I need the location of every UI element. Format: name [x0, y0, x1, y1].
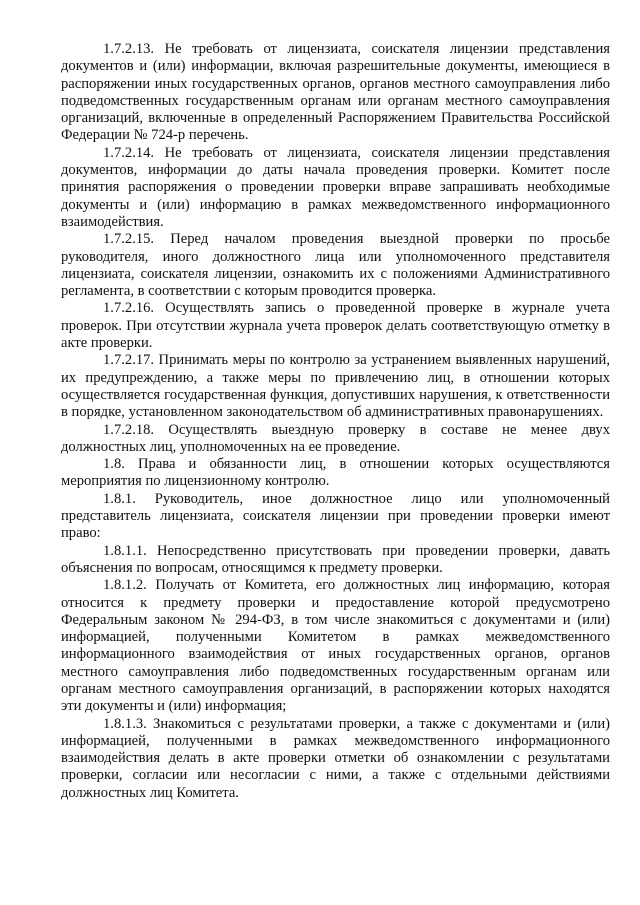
paragraph-1-7-2-17: 1.7.2.17. Принимать меры по контролю за устранением выявленных нарушений, их предупреждению, а также меры по привлечению лиц, в отношении которых осуществляется государственная функция, допустивших нарушения, к ответственности в порядке, установленном законодательством об административных правонарушениях. [61, 352, 610, 421]
paragraph-1-8-1-2: 1.8.1.2. Получать от Комитета, его должностных лиц информацию, которая относится к предмету проверки и предоставление которой предусмотрено Федеральным законом № 294-ФЗ, в том числе знакомиться с документами и (или) информацией, полученными Комитетом в рамках межведомственного информационного взаимодействия от иных государственных органов, органов местного самоуправления либо подведомственных государственным органам или органам местного самоуправления организаций, в распоряжении которых находятся эти документы и (или) информация; [61, 577, 610, 715]
paragraph-1-7-2-15: 1.7.2.15. Перед началом проведения выездной проверки по просьбе руководителя, иного должностного лица или уполномоченного представителя лицензиата, соискателя лицензии, ознакомить их с положениями Административного регламента, в соответствии с которым проводится проверка. [61, 231, 610, 300]
paragraph-1-7-2-18: 1.7.2.18. Осуществлять выездную проверку в составе не менее двух должностных лиц, уполномоченных на ее проведение. [61, 421, 610, 455]
paragraph-1-8-1-1: 1.8.1.1. Непосредственно присутствовать при проведении проверки, давать объяснения по вопросам, относящимся к предмету проверки. [61, 542, 610, 576]
paragraph-1-7-2-13: 1.7.2.13. Не требовать от лицензиата, соискателя лицензии представления документов и (или) информации, включая разрешительные документы, имеющиеся в распоряжении иных государственных органов, органов местного самоуправления либо подведомственных государственным органам или органам местного самоуправления организаций, включенные в определенный Распоряжением Правительства Российской Федерации № 724-р перечень. [61, 41, 610, 144]
paragraph-1-8-1: 1.8.1. Руководитель, иное должностное лицо или уполномоченный представитель лицензиата, соискателя лицензии при проведении проверки имеют право: [61, 490, 610, 542]
paragraph-1-7-2-14: 1.7.2.14. Не требовать от лицензиата, соискателя лицензии представления документов, информации до даты начала проведения проверки. Комитет после принятия распоряжения о проведении проверки вправе запрашивать необходимые документы и (или) информацию в рамках межведомственного информационного взаимодействия. [61, 144, 610, 230]
document-body [61, 41, 610, 802]
paragraph-1-8: 1.8. Права и обязанности лиц, в отношении которых осуществляются мероприятия по лицензионному контролю. [61, 456, 610, 490]
paragraph-1-7-2-16: 1.7.2.16. Осуществлять запись о проведенной проверке в журнале учета проверок. При отсутствии журнала учета проверок делать соответствующую отметку в акте проверки. [61, 300, 610, 352]
paragraph-1-8-1-3: 1.8.1.3. Знакомиться с результатами проверки, а также с документами и (или) информацией, полученными в рамках межведомственного информационного взаимодействия делать в акте проверки отметки об ознакомлении с результатами проверки, согласии или несогласии с ними, а также с отдельными действиями должностных лиц Комитета. [61, 715, 610, 801]
